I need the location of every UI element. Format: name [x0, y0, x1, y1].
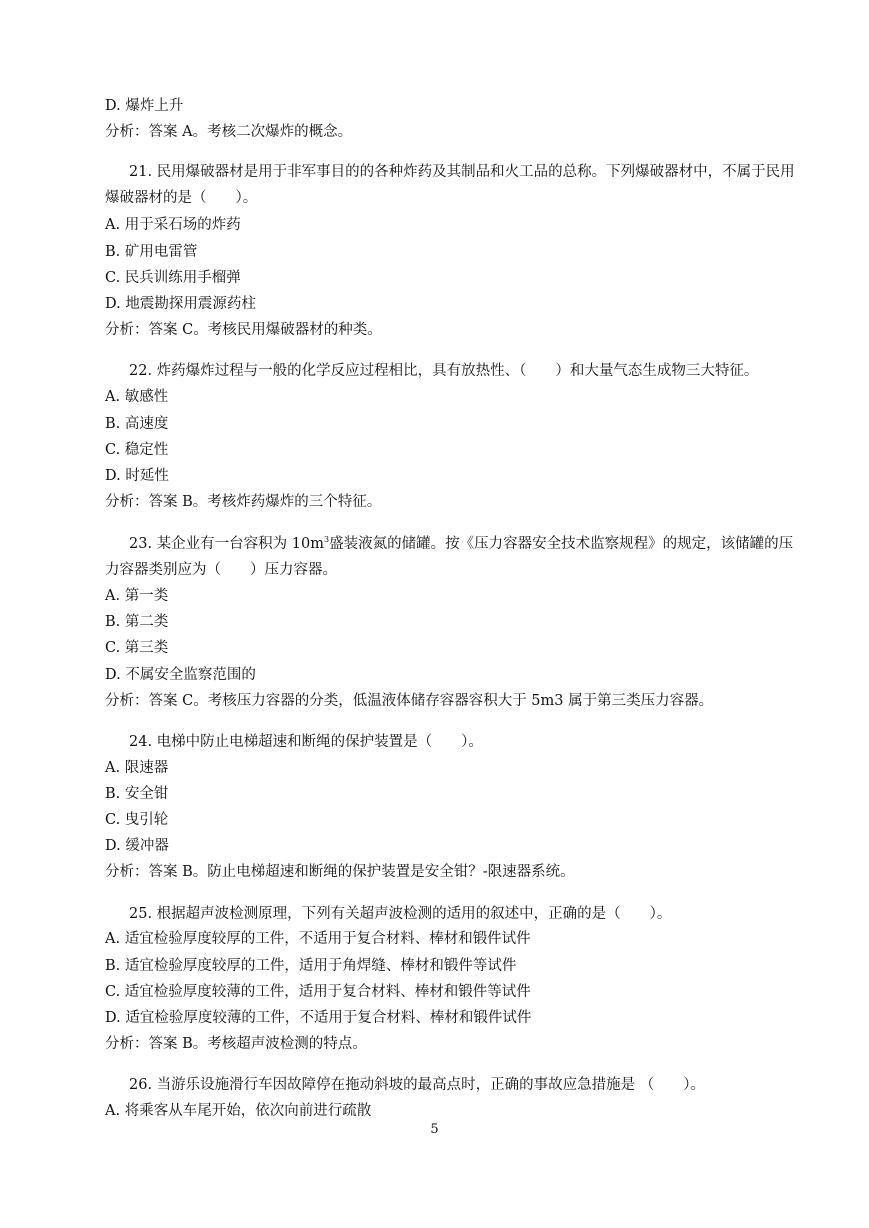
question-25-stem: 25. 根据超声波检测原理，下列有关超声波检测的适用的叙述中，正确的是（ ）。: [129, 906, 672, 922]
question-24-option-d: D. 缓冲器: [105, 838, 169, 854]
superscript-3: 3: [323, 535, 330, 545]
question-22-option-b: B. 高速度: [105, 416, 169, 432]
question-24-stem: 24. 电梯中防止电梯超速和断绳的保护装置是（ ）。: [129, 734, 483, 750]
question-24-option-c: C. 曳引轮: [105, 812, 169, 828]
question-25-option-d: D. 适宜检验厚度较薄的工件，不适用于复合材料、棒材和锻件试件: [105, 1010, 532, 1026]
question-22-option-a: A. 敏感性: [105, 389, 169, 405]
question-24-option-b: B. 安全钳: [105, 786, 169, 802]
question-21-option-c: C. 民兵训练用手榴弹: [105, 270, 241, 286]
question-23-stem-cont: 力容器类别应为（ ）压力容器。: [105, 562, 337, 578]
question-25-option-a: A. 适宜检验厚度较厚的工件，不适用于复合材料、棒材和锻件试件: [105, 931, 531, 947]
question-25-option-b: B. 适宜检验厚度较厚的工件，适用于角焊缝、棒材和锻件等试件: [105, 958, 517, 974]
page-number: 5: [430, 1122, 439, 1137]
question-22-stem: 22. 炸药爆炸过程与一般的化学反应过程相比，具有放热性、（ ）和大量气态生成物三大特征。: [129, 363, 759, 379]
question-21-stem: 21. 民用爆破器材是用于非军事目的的各种炸药及其制品和火工品的总称。下列爆破器材中，不属于民用: [129, 164, 795, 180]
question-21-analysis: 分析：答案 C。考核民用爆破器材的种类。: [105, 322, 382, 338]
question-21-option-d: D. 地震勘探用震源药柱: [105, 296, 256, 312]
question-21-option-a: A. 用于采石场的炸药: [105, 217, 241, 233]
question-23-analysis: 分析：答案 C。考核压力容器的分类，低温液体储存容器容积大于 5m3 属于第三类压力容器。: [105, 693, 714, 709]
question-21-option-b: B. 矿用电雷管: [105, 244, 198, 260]
question-21-stem-cont: 爆破器材的是（ ）。: [105, 190, 258, 206]
question-22-analysis: 分析：答案 B。考核炸药爆炸的三个特征。: [105, 494, 382, 510]
question-22-option-d: D. 时延性: [105, 468, 169, 484]
option-d-prev: D. 爆炸上升: [105, 98, 184, 114]
question-26-option-a: A. 将乘客从车尾开始，依次向前进行疏散: [105, 1103, 372, 1119]
question-23-option-b: B. 第二类: [105, 614, 169, 630]
question-26-stem: 26. 当游乐设施滑行车因故障停在拖动斜坡的最高点时，正确的事故应急措施是 （ ）。: [129, 1077, 706, 1093]
question-23-stem-part2: 盛装液氮的储罐。按《压力容器安全技术监察规程》的规定，该储罐的压: [329, 536, 794, 552]
question-25-analysis: 分析：答案 B。考核超声波检测的特点。: [105, 1036, 367, 1052]
question-23-option-c: C. 第三类: [105, 640, 169, 656]
analysis-prev: 分析：答案 A。考核二次爆炸的概念。: [105, 124, 353, 140]
question-25-option-c: C. 适宜检验厚度较薄的工件，适用于复合材料、棒材和锻件等试件: [105, 984, 531, 1000]
question-23-stem: [129, 535, 793, 553]
question-23-option-d: D. 不属安全监察范围的: [105, 667, 256, 683]
question-24-analysis: 分析：答案 B。防止电梯超速和断绳的保护装置是安全钳？-限速器系统。: [105, 864, 575, 880]
question-22-option-c: C. 稳定性: [105, 442, 169, 458]
question-23-stem-part1: 23. 某企业有一台容积为 10m: [129, 536, 324, 552]
question-23-option-a: A. 第一类: [105, 588, 169, 604]
question-24-option-a: A. 限速器: [105, 760, 169, 776]
